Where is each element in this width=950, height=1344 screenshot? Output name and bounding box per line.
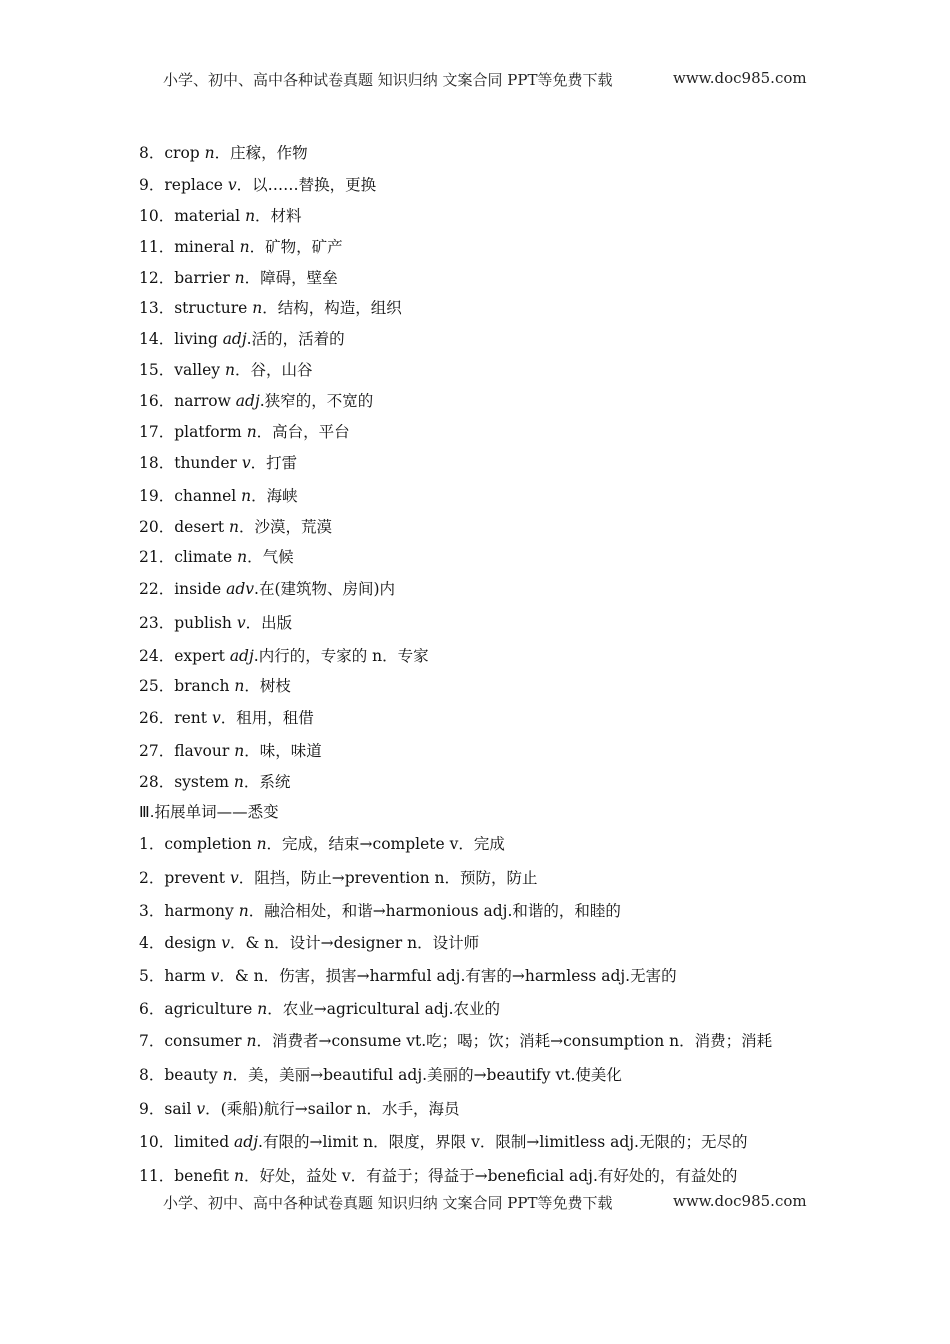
vocab-definition: ．好处，益处 v．有益于；得益于→beneficial adj.有好处的，有益处的 xyxy=(243,1167,738,1185)
vocab-definition: ．美，美丽→beautiful adj.美丽的→beautify vt.使美化 xyxy=(232,1066,622,1084)
vocab-definition: .活的，活着的 xyxy=(246,330,345,348)
vocab-definition: ．树枝 xyxy=(244,677,291,695)
vocab-word: 23．publish xyxy=(139,614,237,632)
vocab-item xyxy=(139,452,297,474)
vocab-word: 3．harmony xyxy=(139,902,239,920)
part-of-speech: n xyxy=(234,677,245,695)
vocab-definition: .在(建筑物、房间)内 xyxy=(254,580,396,598)
part-of-speech: n xyxy=(234,269,245,287)
vocab-item xyxy=(139,390,373,412)
vocab-word: 8．crop xyxy=(139,144,205,162)
vocab-word: 13．structure xyxy=(139,299,253,317)
vocab-item xyxy=(139,328,345,350)
section-heading-text: Ⅲ.拓展单词——悉变 xyxy=(139,803,279,821)
vocab-word: 11．mineral xyxy=(139,238,240,256)
vocab-definition: ．高台，平台 xyxy=(256,423,350,441)
part-of-speech: v xyxy=(196,1100,206,1118)
vocab-definition: ．& n．伤害，损害→harmful adj.有害的→harmless adj.无害的 xyxy=(219,967,677,985)
part-of-speech: n xyxy=(241,487,252,505)
part-of-speech: n xyxy=(229,518,239,536)
vocab-definition: ．沙漠，荒漠 xyxy=(239,518,333,536)
part-of-speech: n xyxy=(233,773,244,791)
part-of-speech: n xyxy=(256,835,267,853)
part-of-speech: n xyxy=(233,1167,244,1185)
vocab-item xyxy=(139,1131,748,1153)
vocab-item xyxy=(139,998,500,1020)
vocab-definition: ．融洽相处，和谐→harmonious adj.和谐的，和睦的 xyxy=(248,902,621,920)
vocab-word: 22．inside xyxy=(139,580,227,598)
vocab-item xyxy=(139,516,332,538)
vocab-definition: ．障碍，壁垒 xyxy=(244,269,338,287)
part-of-speech: n xyxy=(225,361,235,379)
vocab-item xyxy=(139,740,322,762)
vocab-item xyxy=(139,546,294,568)
part-of-speech: n xyxy=(234,742,245,760)
vocab-word: 18．thunder xyxy=(139,454,242,472)
vocab-word: 16．narrow xyxy=(139,392,236,410)
part-of-speech: n xyxy=(246,423,257,441)
part-of-speech: v xyxy=(211,709,221,727)
page-footer xyxy=(163,1192,807,1213)
vocab-definition: ．谷，山谷 xyxy=(234,361,313,379)
part-of-speech: v xyxy=(210,967,220,985)
vocab-word: 20．desert xyxy=(139,518,230,536)
vocab-definition: ．以……替换，更换 xyxy=(236,176,377,194)
vocab-definition: ．租用，租借 xyxy=(220,709,314,727)
vocab-definition: ．结构，构造，组织 xyxy=(262,299,402,317)
vocab-word: 17．platform xyxy=(139,423,247,441)
vocab-word: 14．living xyxy=(139,330,223,348)
part-of-speech: n xyxy=(204,144,215,162)
vocab-item xyxy=(139,421,350,443)
part-of-speech: adj xyxy=(234,1133,259,1151)
vocab-word: 10．limited xyxy=(139,1133,235,1151)
part-of-speech: n xyxy=(252,299,263,317)
vocab-definition: ．味，味道 xyxy=(244,742,322,760)
part-of-speech: adj xyxy=(235,392,260,410)
vocab-item xyxy=(139,1098,460,1120)
section-heading xyxy=(139,801,279,823)
part-of-speech: n xyxy=(239,238,250,256)
vocab-item xyxy=(139,1030,772,1052)
vocab-definition: ．系统 xyxy=(243,773,291,791)
vocab-item xyxy=(139,707,314,729)
vocab-item xyxy=(139,297,402,319)
part-of-speech: n xyxy=(222,1066,233,1084)
vocab-item xyxy=(139,675,291,697)
vocab-item xyxy=(139,612,292,634)
part-of-speech: n xyxy=(245,207,256,225)
vocab-word: 6．agriculture xyxy=(139,1000,258,1018)
vocab-word: 24．expert xyxy=(139,647,230,665)
vocab-word: 9．replace xyxy=(139,176,228,194)
part-of-speech: v xyxy=(236,614,246,632)
vocab-word: 8．beauty xyxy=(139,1066,223,1084)
part-of-speech: n xyxy=(238,902,249,920)
part-of-speech: adj xyxy=(222,330,247,348)
part-of-speech: n xyxy=(237,548,248,566)
part-of-speech: v xyxy=(229,869,239,887)
vocab-definition: .狭窄的，不宽的 xyxy=(259,392,374,410)
vocab-word: 21．climate xyxy=(139,548,238,566)
vocab-item xyxy=(139,1165,737,1187)
vocab-item xyxy=(139,578,395,600)
part-of-speech: n xyxy=(246,1032,257,1050)
vocab-word: 19．channel xyxy=(139,487,242,505)
vocab-definition: ．气候 xyxy=(247,548,294,566)
vocab-item xyxy=(139,932,479,954)
part-of-speech: v xyxy=(241,454,251,472)
vocab-definition: ．打雷 xyxy=(250,454,298,472)
vocab-item xyxy=(139,142,308,164)
vocab-word: 15．valley xyxy=(139,361,225,379)
part-of-speech: v xyxy=(227,176,237,194)
footer-url[interactable]: www.doc985.com xyxy=(673,1192,807,1210)
vocab-item xyxy=(139,867,538,889)
vocab-word: 5．harm xyxy=(139,967,211,985)
footer-text: 小学、初中、高中各种试卷真题 知识归纳 文案合同 PPT等免费下载 xyxy=(163,1194,613,1212)
part-of-speech: adj xyxy=(229,647,254,665)
header-url[interactable]: www.doc985.com xyxy=(673,69,807,87)
vocab-definition: .内行的，专家的 n．专家 xyxy=(253,647,429,665)
vocab-word: 11．benefit xyxy=(139,1167,234,1185)
vocab-word: 7．consumer xyxy=(139,1032,247,1050)
vocab-definition: ．海峡 xyxy=(251,487,298,505)
vocab-definition: ．(乘船)航行→sailor n．水手，海员 xyxy=(205,1100,460,1118)
vocab-item xyxy=(139,359,313,381)
vocab-item xyxy=(139,833,505,855)
vocab-definition: ．消费者→consume vt.吃；喝；饮；消耗→consumption n．消费；消耗 xyxy=(256,1032,773,1050)
vocab-item xyxy=(139,1064,622,1086)
vocab-word: 4．design xyxy=(139,934,222,952)
vocab-item xyxy=(139,236,343,258)
vocab-definition: ．阻挡，防止→prevention n．预防，防止 xyxy=(238,869,538,887)
vocab-item xyxy=(139,965,677,987)
vocab-word: 1．completion xyxy=(139,835,257,853)
vocab-definition: ．完成，结束→complete v．完成 xyxy=(266,835,505,853)
part-of-speech: v xyxy=(221,934,230,952)
vocab-item xyxy=(139,900,621,922)
vocab-definition: ．庄稼，作物 xyxy=(214,144,308,162)
vocab-word: 26．rent xyxy=(139,709,212,727)
vocab-definition: .有限的→limit n．限度，界限 v．限制→limitless adj.无限的；无尽的 xyxy=(258,1133,748,1151)
vocab-item xyxy=(139,645,429,667)
vocab-item xyxy=(139,485,298,507)
page-header xyxy=(163,69,807,90)
vocab-item xyxy=(139,174,376,196)
vocab-word: 27．flavour xyxy=(139,742,235,760)
vocab-word: 25．branch xyxy=(139,677,235,695)
vocab-definition: ．农业→agricultural adj.农业的 xyxy=(267,1000,500,1018)
part-of-speech: adv xyxy=(226,580,255,598)
vocab-definition: ．材料 xyxy=(255,207,302,225)
vocab-definition: ．矿物，矿产 xyxy=(249,238,343,256)
vocab-item xyxy=(139,205,302,227)
vocab-definition: ．& n．设计→designer n．设计师 xyxy=(229,934,480,952)
vocab-item xyxy=(139,771,290,793)
part-of-speech: n xyxy=(257,1000,268,1018)
vocab-item xyxy=(139,267,338,289)
vocab-word: 28．system xyxy=(139,773,234,791)
vocab-word: 9．sail xyxy=(139,1100,197,1118)
vocab-word: 12．barrier xyxy=(139,269,235,287)
vocab-word: 2．prevent xyxy=(139,869,230,887)
vocab-word: 10．material xyxy=(139,207,246,225)
header-text: 小学、初中、高中各种试卷真题 知识归纳 文案合同 PPT等免费下载 xyxy=(163,71,613,89)
vocab-definition: ．出版 xyxy=(245,614,293,632)
